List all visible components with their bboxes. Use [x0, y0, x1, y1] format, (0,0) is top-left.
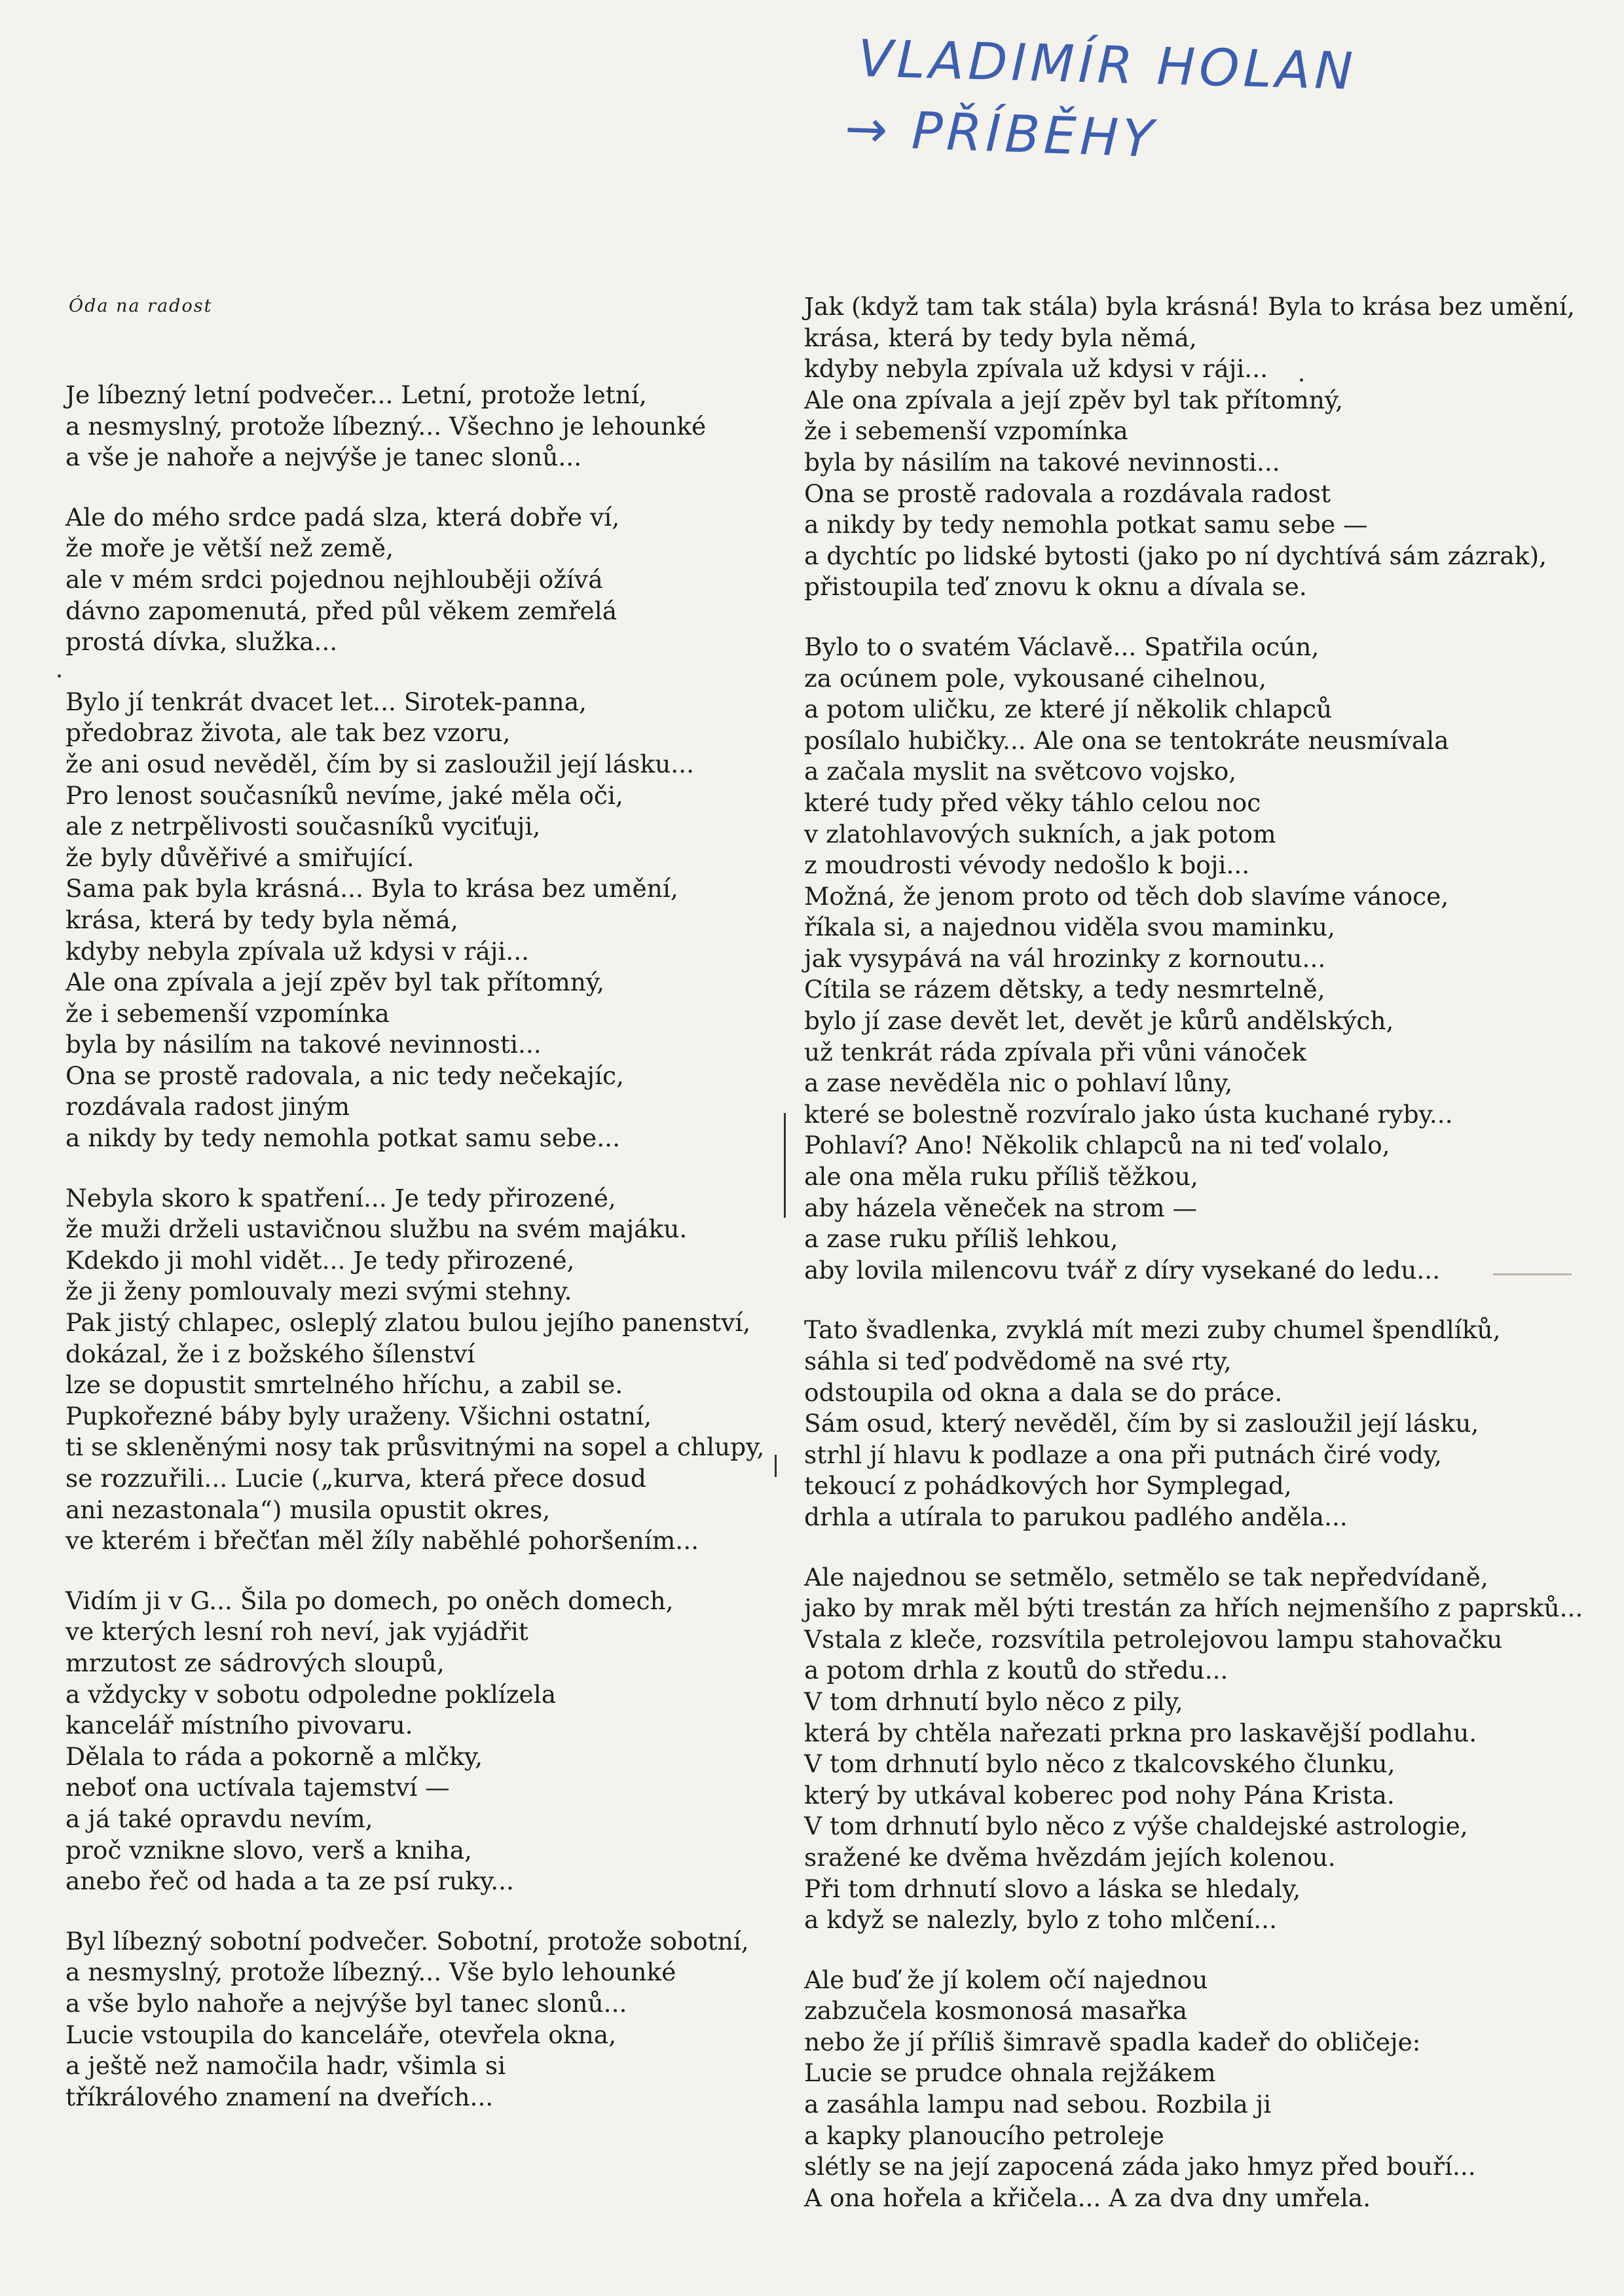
poem-line: V tom drhnutí bylo něco z výše chaldejské astrologie,: [804, 1812, 1468, 1841]
poem-line: odstoupila od okna a dala se do práce.: [804, 1377, 1283, 1407]
poem-line: anebo řeč od hada a ta ze psí ruky...: [65, 1867, 514, 1896]
poem-line: bylo jí zase devět let, devět je kůrů andělských,: [804, 1006, 1394, 1036]
poem-line: slétly se na její zapocená záda jako hmyz před bouří...: [804, 2152, 1476, 2181]
poem-line: Bylo jí tenkrát dvacet let... Sirotek-panna,: [65, 687, 587, 716]
ink-dot: [58, 674, 61, 678]
poem-line: krása, která by tedy byla němá,: [65, 905, 458, 934]
poem-line: Bylo to o svatém Václavě... Spatřila ocún,: [804, 632, 1320, 661]
poem-line: Jak (když tam tak stála) byla krásná! Byla to krása bez umění,: [804, 292, 1575, 321]
poem-line: Nebyla skoro k spatření... Je tedy přirozené,: [65, 1183, 616, 1212]
poem-line: kdyby nebyla zpívala už kdysi v ráji...: [65, 936, 530, 966]
poem-line: a začala myslit na světcovo vojsko,: [804, 757, 1237, 786]
poem-line: říkala si, a najednou viděla svou maminku,: [804, 913, 1335, 942]
poem-line: V tom drhnutí bylo něco z tkalcovského člunku,: [804, 1749, 1395, 1779]
poem-line: že ji ženy pomlouvaly mezi svými stehny.: [65, 1277, 572, 1306]
poem-line: aby lovila milencovu tvář z díry vysekané do ledu...: [804, 1255, 1441, 1285]
poem-line: a ještě než namočila hadr, všimla si: [65, 2051, 506, 2081]
poem-line: rozdávala radost jiným: [65, 1092, 350, 1121]
poem-line: Ale ona zpívala a její zpěv byl tak přítomný,: [804, 385, 1344, 414]
poem-line: kancelář místního pivovaru.: [65, 1711, 413, 1740]
poem-line: strhl jí hlavu k podlaze a ona při putnách čiré vody,: [804, 1440, 1442, 1469]
poem-line: prostá dívka, služka...: [65, 627, 338, 657]
poem-line: který by utkával koberec pod nohy Pána Krista.: [804, 1780, 1395, 1810]
stanza: [804, 291, 1603, 603]
poem-line: jak vysypává na vál hrozinky z kornoutu...: [804, 943, 1326, 973]
poem-line: zabzučela kosmonosá masařka: [804, 1996, 1187, 2026]
stanza: [804, 1315, 1603, 1533]
poem-line: která by chtěla nařezati prkna pro laskavější podlahu.: [804, 1718, 1477, 1747]
poem-line: a vždycky v sobotu odpoledne poklízela: [65, 1679, 557, 1709]
handwritten-collection: → PŘÍBĚHY: [843, 99, 1158, 170]
stanza: [804, 1965, 1603, 2214]
poem-line: že i sebemenší vzpomínka: [65, 998, 390, 1028]
poem-line: Sám osud, který nevěděl, čím by si zasloužil její lásku,: [804, 1409, 1479, 1438]
poem-line: za ocúnem pole, vykousané cihelnou,: [804, 663, 1267, 693]
stanza: [65, 1586, 779, 1897]
poem-line: že byly důvěřivé a smiřující.: [65, 843, 415, 872]
poem-line: sáhla si teď podvědomě na své rty,: [804, 1347, 1232, 1376]
poem-line: ve kterých lesní roh neví, jak vyjádřit: [65, 1617, 528, 1647]
poem-line: jako by mrak měl býti trestán za hřích nejmenšího z paprsků...: [804, 1594, 1583, 1623]
poem-line: že muži drželi ustavičnou službu na svém majáku.: [65, 1214, 688, 1244]
poem-line: že ani osud nevěděl, čím by si zasloužil její lásku...: [65, 749, 695, 778]
stanza: [65, 1183, 779, 1557]
poem-line: Sama pak byla krásná... Byla to krása bez umění,: [65, 874, 678, 903]
margin-mark: [775, 1455, 777, 1477]
poem-line: krása, která by tedy byla němá,: [804, 323, 1197, 352]
poem-line: dokázal, že i z božského šílenství: [65, 1339, 475, 1368]
ink-dot: [1300, 378, 1303, 382]
stanza: [65, 687, 779, 1154]
poem-line: a vše je nahoře a nejvýše je tanec slonů...: [65, 443, 582, 472]
poem-line: neboť ona uctívala tajemství —: [65, 1773, 450, 1802]
poem-line: že i sebemenší vzpomínka: [804, 416, 1128, 446]
poem-line: Lucie vstoupila do kanceláře, otevřela okna,: [65, 2020, 617, 2049]
poem-line: lze se dopustit smrtelného hříchu, a zabil se.: [65, 1370, 623, 1400]
poem-line: ani nezastonala“) musila opustit okres,: [65, 1495, 551, 1524]
poem-line: a nesmyslný, protože líbezný... Vše bylo lehounké: [65, 1958, 676, 1987]
margin-mark: [784, 1113, 786, 1218]
stanza: [804, 1562, 1603, 1936]
poem-line: tekoucí z pohádkových hor Symplegad,: [804, 1471, 1292, 1501]
poem-line: posílalo hubičky... Ale ona se tentokráte neusmívala: [804, 725, 1449, 755]
poem-line: Možná, že jenom proto od těch dob slavíme vánoce,: [804, 881, 1449, 911]
poem-line: a nikdy by tedy nemohla potkat samu sebe —: [804, 510, 1368, 539]
poem-line: ale ona měla ruku příliš těžkou,: [804, 1162, 1198, 1192]
poem-line: Pro lenost současníků nevíme, jaké měla oči,: [65, 780, 623, 810]
poem-line: Ale buď že jí kolem očí najednou: [804, 1965, 1208, 1994]
poem-line: aby házela věneček na strom —: [804, 1193, 1197, 1222]
poem-line: dávno zapomenutá, před půl věkem zemřelá: [65, 596, 618, 625]
poem-line: a já také opravdu nevím,: [65, 1804, 373, 1833]
poem-line: sražené ke dvěma hvězdám jejích kolenou.: [804, 1842, 1336, 1872]
poem-line: Kdekdo ji mohl vidět... Je tedy přirozené,: [65, 1245, 575, 1275]
poem-left-column: [65, 380, 779, 2141]
poem-line: přistoupila teď znovu k oknu a dívala se.: [804, 572, 1307, 602]
scan-speck: [1493, 1273, 1572, 1275]
poem-line: Pak jistý chlapec, osleplý zlatou bulou jejího panenství,: [65, 1308, 751, 1338]
poem-line: a kapky planoucího petroleje: [804, 2121, 1164, 2150]
poem-line: a zasáhla lampu nad sebou. Rozbila ji: [804, 2090, 1272, 2119]
poem-line: ale z netrpělivosti současníků vyciťuji,: [65, 812, 541, 841]
poem-line: Ale do mého srdce padá slza, která dobře ví,: [65, 502, 620, 532]
poem-line: Pohlaví? Ano! Několik chlapců na ni teď volalo,: [804, 1131, 1390, 1160]
poem-line: A ona hořela a křičela... A za dva dny umřela.: [804, 2183, 1371, 2212]
poem-line: a když se nalezly, bylo z toho mlčení...: [804, 1905, 1278, 1935]
stanza: [804, 632, 1603, 1286]
poem-line: ale v mém srdci pojednou nejhlouběji ožívá: [65, 564, 603, 594]
poem-line: Cítila se rázem dětsky, a tedy nesmrtelně,: [804, 975, 1325, 1004]
poem-title: Óda na radost: [69, 296, 213, 316]
poem-line: Je líbezný letní podvečer... Letní, protože letní,: [65, 380, 647, 409]
poem-line: z moudrosti vévody nedošlo k boji...: [804, 850, 1250, 880]
poem-line: a nikdy by tedy nemohla potkat samu sebe...: [65, 1123, 620, 1153]
stanza: [65, 502, 779, 658]
poem-line: které se bolestně rozvíralo jako ústa kuchané ryby...: [804, 1099, 1453, 1129]
poem-line: a potom uličku, ze které jí několik chlapců: [804, 695, 1333, 724]
stanza: [65, 1926, 779, 2113]
poem-right-column: [804, 291, 1603, 2242]
poem-line: které tudy před věky táhlo celou noc: [804, 788, 1261, 817]
stanza: [65, 380, 779, 473]
poem-line: Ale najednou se setmělo, setmělo se tak nepředvídaně,: [804, 1562, 1488, 1592]
poem-line: ti se skleněnými nosy tak průsvitnými na sopel a chlupy,: [65, 1432, 765, 1462]
poem-line: byla by násilím na takové nevinnosti...: [65, 1030, 542, 1059]
poem-line: Ona se prostě radovala a rozdávala radost: [804, 479, 1331, 508]
poem-line: v zlatohlavových sukních, a jak potom: [804, 819, 1276, 848]
handwritten-annotation: [843, 29, 1369, 187]
poem-line: Byl líbezný sobotní podvečer. Sobotní, protože sobotní,: [65, 1926, 749, 1956]
poem-line: a zase ruku příliš lehkou,: [804, 1224, 1118, 1254]
poem-line: tříkrálového znamení na dveřích...: [65, 2082, 494, 2111]
poem-line: a potom drhla z koutů do středu...: [804, 1656, 1228, 1685]
poem-line: a vše bylo nahoře a nejvýše byl tanec slonů...: [65, 1988, 627, 2018]
handwritten-author: VLADIMÍR HOLAN: [857, 29, 1357, 101]
poem-line: předobraz života, ale tak bez vzoru,: [65, 718, 511, 748]
poem-line: kdyby nebyla zpívala už kdysi v ráji...: [804, 354, 1268, 384]
poem-line: V tom drhnutí bylo něco z pily,: [804, 1686, 1183, 1716]
poem-line: a nesmyslný, protože líbezný... Všechno je lehounké: [65, 411, 707, 441]
poem-line: drhla a utírala to parukou padlého anděla...: [804, 1502, 1348, 1531]
poem-line: Pupkořezné báby byly uraženy. Všichni ostatní,: [65, 1401, 652, 1430]
poem-line: se rozzuřili... Lucie („kurva, která přece dosud: [65, 1464, 646, 1493]
poem-line: nebo že jí příliš šimravě spadla kadeř do obličeje:: [804, 2027, 1421, 2056]
poem-line: Vidím ji v G... Šila po domech, po oněch domech,: [65, 1586, 674, 1615]
poem-line: a zase nevěděla nic o pohlaví lůny,: [804, 1068, 1233, 1098]
poem-line: už tenkrát ráda zpívala při vůni vánoček: [804, 1037, 1306, 1066]
poem-line: Ona se prostě radovala, a nic tedy nečekajíc,: [65, 1061, 624, 1090]
poem-line: byla by násilím na takové nevinnosti...: [804, 447, 1280, 477]
poem-line: Lucie se prudce ohnala rejžákem: [804, 2058, 1216, 2088]
poem-line: Tato švadlenka, zvyklá mít mezi zuby chumel špendlíků,: [804, 1315, 1501, 1345]
poem-line: mrzutost ze sádrových sloupů,: [65, 1648, 445, 1677]
poem-line: že moře je větší než země,: [65, 534, 394, 563]
poem-line: Při tom drhnutí slovo a láska se hledaly,: [804, 1874, 1301, 1903]
poem-line: Ale ona zpívala a její zpěv byl tak přítomný,: [65, 968, 605, 997]
poem-line: Vstala z kleče, rozsvítila petrolejovou lampu stahovačku: [804, 1624, 1503, 1654]
poem-line: Dělala to ráda a pokorně a mlčky,: [65, 1741, 483, 1771]
poem-line: a dychtíc po lidské bytosti (jako po ní dychtívá sám zázrak),: [804, 541, 1547, 570]
poem-line: ve kterém i břečťan měl žíly naběhlé pohoršením...: [65, 1526, 699, 1556]
poem-line: proč vznikne slovo, verš a kniha,: [65, 1835, 472, 1865]
